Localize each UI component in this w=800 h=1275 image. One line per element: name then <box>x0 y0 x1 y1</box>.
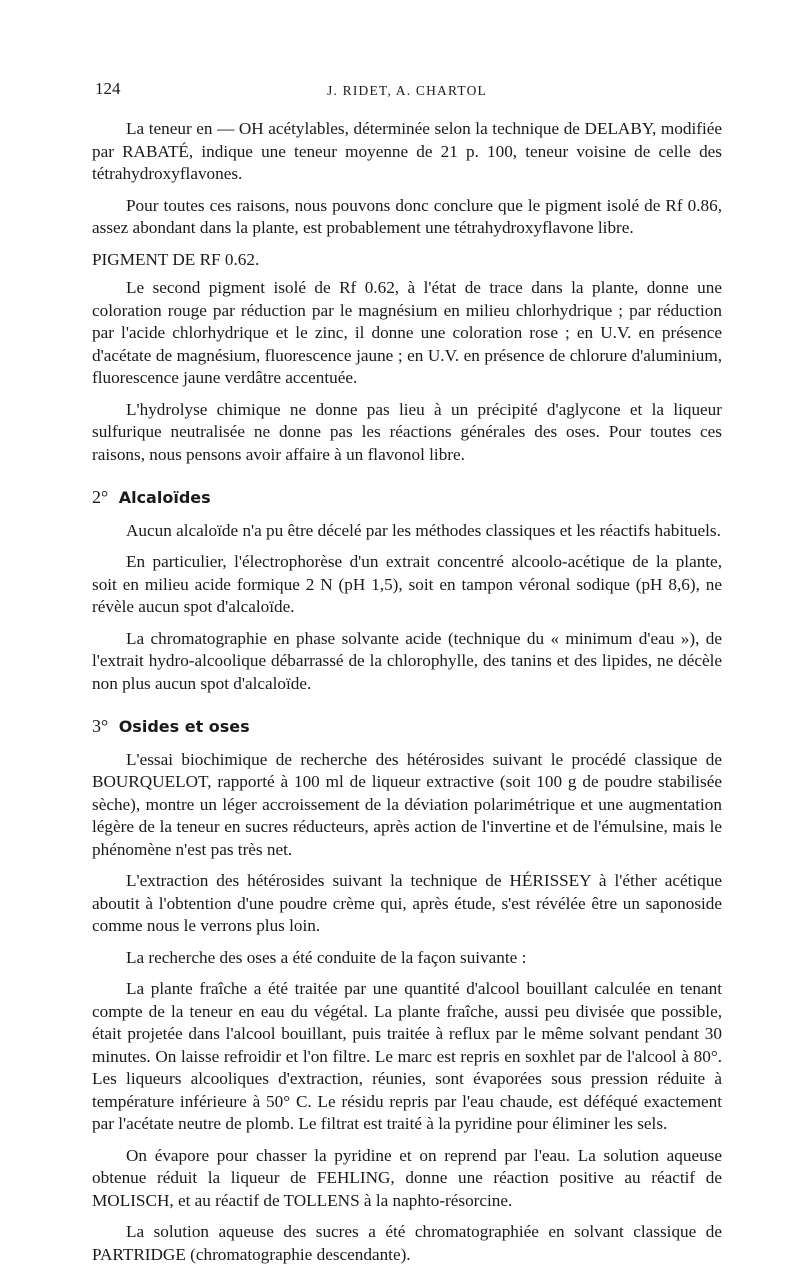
document-page <box>92 78 722 1275</box>
section-heading-osides <box>92 715 722 739</box>
paragraph-osides-6: La solution aqueuse des sucres a été chromatographiée en solvant classique de PARTRIDGE (chromatographie descendante). <box>92 1222 722 1264</box>
running-title: J. RIDET, A. CHARTOL <box>327 83 487 98</box>
paragraph-alcaloides-3: La chromatographie en phase solvante acide (technique du « minimum d'eau »), de l'extrait hydro-alcoolique débarrassé de la chlorophylle, des tanins et des lipides, ne décèle non plus aucun spot d'alcaloïde. <box>92 628 722 693</box>
paragraph-pigment-description: Le second pigment isolé de Rf 0.62, à l'état de trace dans la plante, donne une coloration rouge par réduction par le magnésium en milieu chlorhydrique ; par réduction par l'acide chlorhydrique et le zinc, il donne une coloration rose ; en U.V. en présence d'acétate de magnésium, fluorescence jaune ; en U.V. en présence de chlorure d'aluminium, fluorescence jaune verdâtre accentuée. <box>92 278 722 387</box>
paragraph-acetyl: La teneur en — OH acétylables, déterminée selon la technique de DELABY, modifiée par RABATÉ, indique une teneur moyenne de 21 p. 100, teneur voisine de celle des tétrahydroxyflavones. <box>92 119 722 183</box>
running-header <box>92 78 722 102</box>
paragraph-alcaloides-2: En particulier, l'électrophorèse d'un extrait concentré alcoolo-acétique de la plante, soit en milieu acide formique 2 N (pH 1,5), soit en tampon véronal sodique (pH 8,6), ne révèle aucun spot d'alcaloïde. <box>92 552 722 616</box>
section-number: 2° <box>92 487 109 507</box>
paragraph-osides-2: L'extraction des hétérosides suivant la technique de HÉRISSEY à l'éther acétique aboutit à l'obtention d'une poudre crème qui, après étude, s'est révélée être un saponoside comme nous le verrons plus loin. <box>92 871 722 935</box>
section-title: Osides et oses <box>118 717 250 736</box>
section-title: Alcaloïdes <box>118 488 211 507</box>
paragraph-conclusion-rf086: Pour toutes ces raisons, nous pouvons donc conclure que le pigment isolé de Rf 0.86, assez abondant dans la plante, est probablement une tétrahydroxyflavone libre. <box>92 195 722 237</box>
paragraph-alcaloides-1: Aucun alcaloïde n'a pu être décelé par les méthodes classiques et les réactifs habituels. <box>126 520 721 540</box>
paragraph-osides-1: L'essai biochimique de recherche des hétérosides suivant le procédé classique de BOURQUELOT, rapporté à 100 ml de liqueur extractive (soit 100 g de poudre stabilisée sèche), montre un léger accroissement de la déviation polarimétrique et une augmentation légère de la teneur en sucres réducteurs, après action de l'invertine et de l'émulsine, mais le phénomène n'est pas très net. <box>92 749 722 859</box>
pigment-heading: PIGMENT DE RF 0.62. <box>92 249 260 269</box>
paragraph-osides-5: On évapore pour chasser la pyridine et on reprend par l'eau. La solution aqueuse obtenue réduit la liqueur de FEHLING, donne une réaction positive au réactif de MOLISCH, et au réactif de TOLLENS à la naphto-résorcine. <box>92 1145 722 1210</box>
paragraph-osides-3: La recherche des oses a été conduite de la façon suivante : <box>126 947 527 967</box>
page-number: 124 <box>95 79 121 98</box>
section-heading-alcaloides <box>92 486 722 510</box>
paragraph-hydrolyse: L'hydrolyse chimique ne donne pas lieu à un précipité d'aglycone et la liqueur sulfurique neutralisée ne donne pas les réactions générales des oses. Pour toutes ces raisons, nous pensons avoir affaire à un flavonol libre. <box>92 399 722 464</box>
section-number: 3° <box>92 716 109 736</box>
paragraph-osides-4: La plante fraîche a été traitée par une quantité d'alcool bouillant calculée en tenant compte de la teneur en eau du végétal. La plante fraîche, aussi peu divisée que possible, était projetée dans l'alcool bouillant, puis traitée à reflux par le même solvant pendant 30 minutes. On laisse refroidir et l'on filtre. Le marc est repris en soxhlet par de l'alcool à 80°. Les liqueurs alcooliques d'extraction, réunies, sont évaporées sous pression réduite à température inférieure à 50° C. Le résidu repris par l'eau chaude, est déféqué exactement par l'acétate neutre de plomb. Le filtrat est traité à la pyridine pour éliminer les sels. <box>92 979 722 1133</box>
